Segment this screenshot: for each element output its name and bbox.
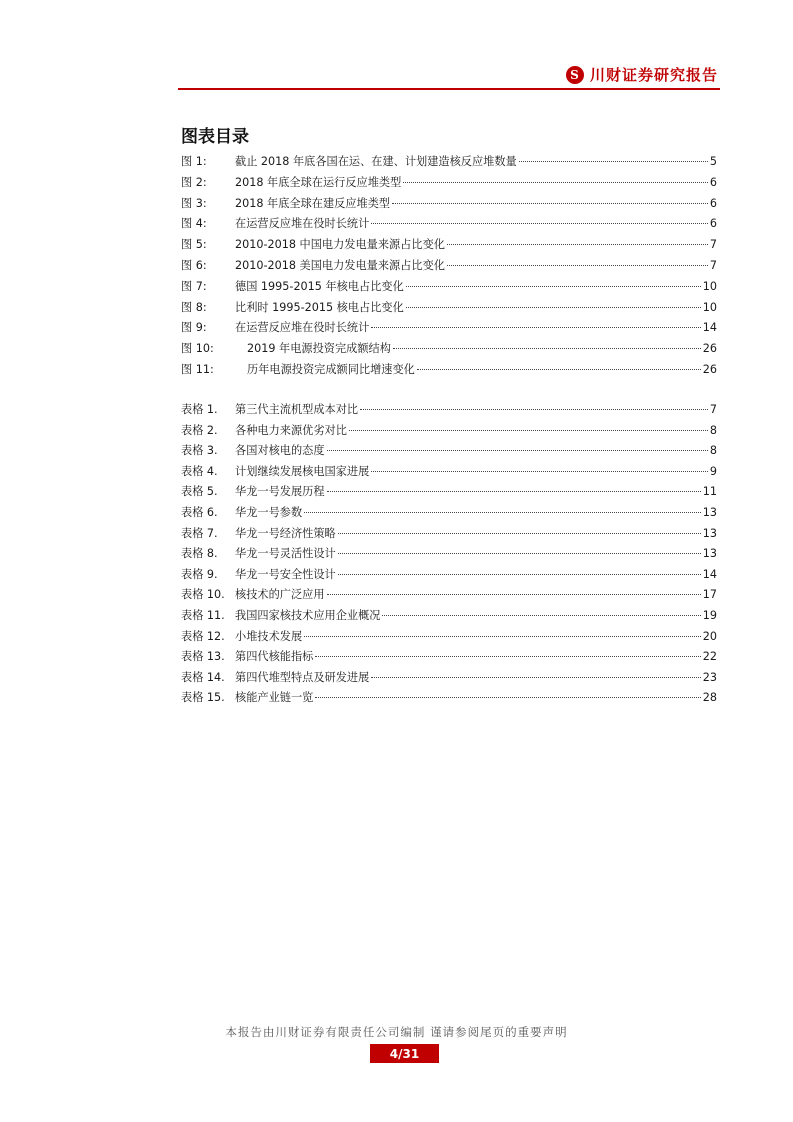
table-entry[interactable]: [181, 441, 717, 462]
toc-title: 图表目录: [181, 127, 249, 147]
entry-title: 2010-2018 美国电力发电量来源占比变化: [235, 258, 445, 272]
entry-page: 14: [702, 567, 717, 581]
entry-label: 图 11:: [181, 362, 214, 376]
entry-page: 6: [709, 217, 717, 231]
dot-leader: [406, 307, 701, 308]
dot-leader: [393, 348, 701, 349]
figure-entry[interactable]: [181, 214, 717, 235]
entry-page: 22: [702, 650, 717, 664]
dot-leader: [382, 615, 700, 616]
figure-entry[interactable]: [181, 173, 717, 194]
table-entry[interactable]: [181, 524, 717, 545]
table-entry[interactable]: [181, 627, 717, 648]
figure-entry[interactable]: [181, 277, 717, 298]
entry-label: 图 5:: [181, 238, 207, 252]
figure-entry[interactable]: [181, 235, 717, 256]
entry-label: 表格 14.: [181, 670, 225, 684]
entry-title: 各国对核电的态度: [235, 444, 325, 458]
entry-label: 图 6:: [181, 258, 207, 272]
dot-leader: [315, 656, 700, 657]
dot-leader: [403, 182, 708, 183]
figure-entry[interactable]: [181, 194, 717, 215]
table-entry[interactable]: [181, 668, 717, 689]
page-number-badge: 4/31: [370, 1044, 439, 1063]
dot-leader: [315, 697, 700, 698]
entry-page: 8: [709, 423, 717, 437]
entry-title: 2010-2018 中国电力发电量来源占比变化: [235, 238, 445, 252]
entry-page: 8: [709, 444, 717, 458]
header-divider: [178, 88, 720, 90]
dot-leader: [392, 203, 708, 204]
figure-entry[interactable]: [181, 318, 717, 339]
entry-label: 表格 10.: [181, 588, 225, 602]
entry-title: 截止 2018 年底各国在运、在建、计划建造核反应堆数量: [235, 155, 517, 168]
entry-label: 表格 2.: [181, 423, 218, 437]
table-list: [181, 400, 717, 709]
entry-label: 表格 3.: [181, 444, 218, 458]
entry-title: 华龙一号安全性设计: [235, 567, 336, 581]
figure-entry[interactable]: [181, 360, 717, 381]
entry-label: 图 7:: [181, 279, 207, 293]
entry-page: 11: [702, 485, 717, 499]
table-entry[interactable]: [181, 585, 717, 606]
entry-page: 26: [702, 342, 717, 356]
entry-page: 13: [702, 505, 717, 519]
dot-leader: [447, 244, 708, 245]
entry-page: 9: [709, 464, 717, 478]
dot-leader: [304, 636, 701, 637]
entry-label: 表格 8.: [181, 547, 218, 561]
entry-title: 各种电力来源优劣对比: [235, 423, 347, 437]
brand: [566, 64, 718, 85]
entry-title: 小堆技术发展: [235, 629, 303, 643]
figure-entry[interactable]: [181, 256, 717, 277]
figure-entry[interactable]: [181, 152, 717, 173]
entry-title: 第四代核能指标: [235, 650, 314, 664]
entry-label: 图 9:: [181, 321, 207, 335]
entry-title: 2018 年底全球在建反应堆类型: [235, 196, 391, 210]
entry-page: 10: [702, 279, 717, 293]
entry-label: 图 2:: [181, 175, 207, 189]
dot-leader: [447, 265, 708, 266]
entry-page: 7: [709, 258, 717, 272]
dot-leader: [360, 409, 708, 410]
dot-leader: [371, 223, 708, 224]
dot-leader: [519, 161, 708, 162]
entry-title: 华龙一号经济性策略: [235, 526, 336, 540]
dot-leader: [338, 553, 701, 554]
page-header: [178, 60, 720, 88]
dot-leader: [327, 491, 701, 492]
table-entry[interactable]: [181, 544, 717, 565]
entry-label: 图 10:: [181, 342, 214, 356]
dot-leader: [349, 430, 708, 431]
entry-page: 20: [702, 629, 717, 643]
dot-leader: [327, 450, 708, 451]
entry-page: 13: [702, 547, 717, 561]
entry-page: 13: [702, 526, 717, 540]
dot-leader: [417, 369, 701, 370]
figure-entry[interactable]: [181, 298, 717, 319]
entry-title: 2019 年电源投资完成额结构: [247, 342, 391, 356]
entry-title: 第四代堆型特点及研发进展: [235, 670, 370, 684]
entry-label: 表格 12.: [181, 629, 225, 643]
dot-leader: [338, 574, 701, 575]
table-entry[interactable]: [181, 503, 717, 524]
entry-label: 表格 15.: [181, 691, 225, 705]
entry-label: 图 4:: [181, 217, 207, 231]
entry-title: 核能产业链一览: [235, 691, 314, 705]
table-entry[interactable]: [181, 462, 717, 483]
entry-title: 华龙一号参数: [235, 505, 303, 519]
entry-page: 7: [709, 403, 717, 416]
entry-label: 表格 9.: [181, 567, 218, 581]
table-entry[interactable]: [181, 647, 717, 668]
table-entry[interactable]: [181, 606, 717, 627]
entry-page: 17: [702, 588, 717, 602]
entry-page: 6: [709, 196, 717, 210]
entry-title: 2018 年底全球在运行反应堆类型: [235, 175, 402, 189]
table-entry[interactable]: [181, 400, 717, 421]
entry-title: 计划继续发展核电国家进展: [235, 464, 370, 478]
entry-label: 表格 6.: [181, 505, 218, 519]
entry-title: 第三代主流机型成本对比: [235, 403, 359, 416]
entry-page: 19: [702, 608, 717, 622]
entry-page: 14: [702, 321, 717, 335]
entry-title: 在运营反应堆在役时长统计: [235, 321, 370, 335]
entry-page: 5: [709, 155, 717, 168]
entry-title: 历年电源投资完成额同比增速变化: [247, 362, 415, 376]
entry-title: 华龙一号灵活性设计: [235, 547, 336, 561]
figure-list: [181, 152, 717, 381]
table-entry[interactable]: [181, 688, 717, 709]
entry-label: 表格 11.: [181, 608, 225, 622]
entry-page: 6: [709, 175, 717, 189]
entry-label: 图 3:: [181, 196, 207, 210]
entry-page: 26: [702, 362, 717, 376]
entry-title: 我国四家核技术应用企业概况: [235, 608, 381, 622]
entry-page: 23: [702, 670, 717, 684]
table-entry[interactable]: [181, 421, 717, 442]
entry-title: 核技术的广泛应用: [235, 588, 325, 602]
entry-title: 德国 1995-2015 年核电占比变化: [235, 279, 404, 293]
dot-leader: [338, 533, 701, 534]
entry-title: 华龙一号发展历程: [235, 485, 325, 499]
dot-leader: [371, 327, 700, 328]
entry-page: 7: [709, 238, 717, 252]
entry-title: 在运营反应堆在役时长统计: [235, 217, 370, 231]
entry-label: 图 1:: [181, 155, 207, 168]
brand-name: 川财证券研究报告: [589, 66, 718, 84]
entry-page: 28: [702, 691, 717, 705]
table-entry[interactable]: [181, 482, 717, 503]
entry-label: 表格 4.: [181, 464, 218, 478]
dot-leader: [371, 471, 708, 472]
dot-leader: [371, 677, 700, 678]
entry-label: 表格 5.: [181, 485, 218, 499]
table-entry[interactable]: [181, 565, 717, 586]
footer-notice: 本报告由川财证券有限责任公司编制 谨请参阅尾页的重要声明: [225, 1025, 568, 1039]
dot-leader: [327, 594, 701, 595]
entry-label: 表格 1.: [181, 403, 218, 416]
entry-label: 图 8:: [181, 300, 207, 314]
figure-entry[interactable]: [181, 339, 717, 360]
company-logo-icon: S: [566, 66, 584, 84]
entry-label: 表格 13.: [181, 650, 225, 664]
entry-title: 比利时 1995-2015 核电占比变化: [235, 300, 404, 314]
dot-leader: [304, 512, 701, 513]
entry-label: 表格 7.: [181, 526, 218, 540]
dot-leader: [406, 286, 701, 287]
entry-page: 10: [702, 300, 717, 314]
